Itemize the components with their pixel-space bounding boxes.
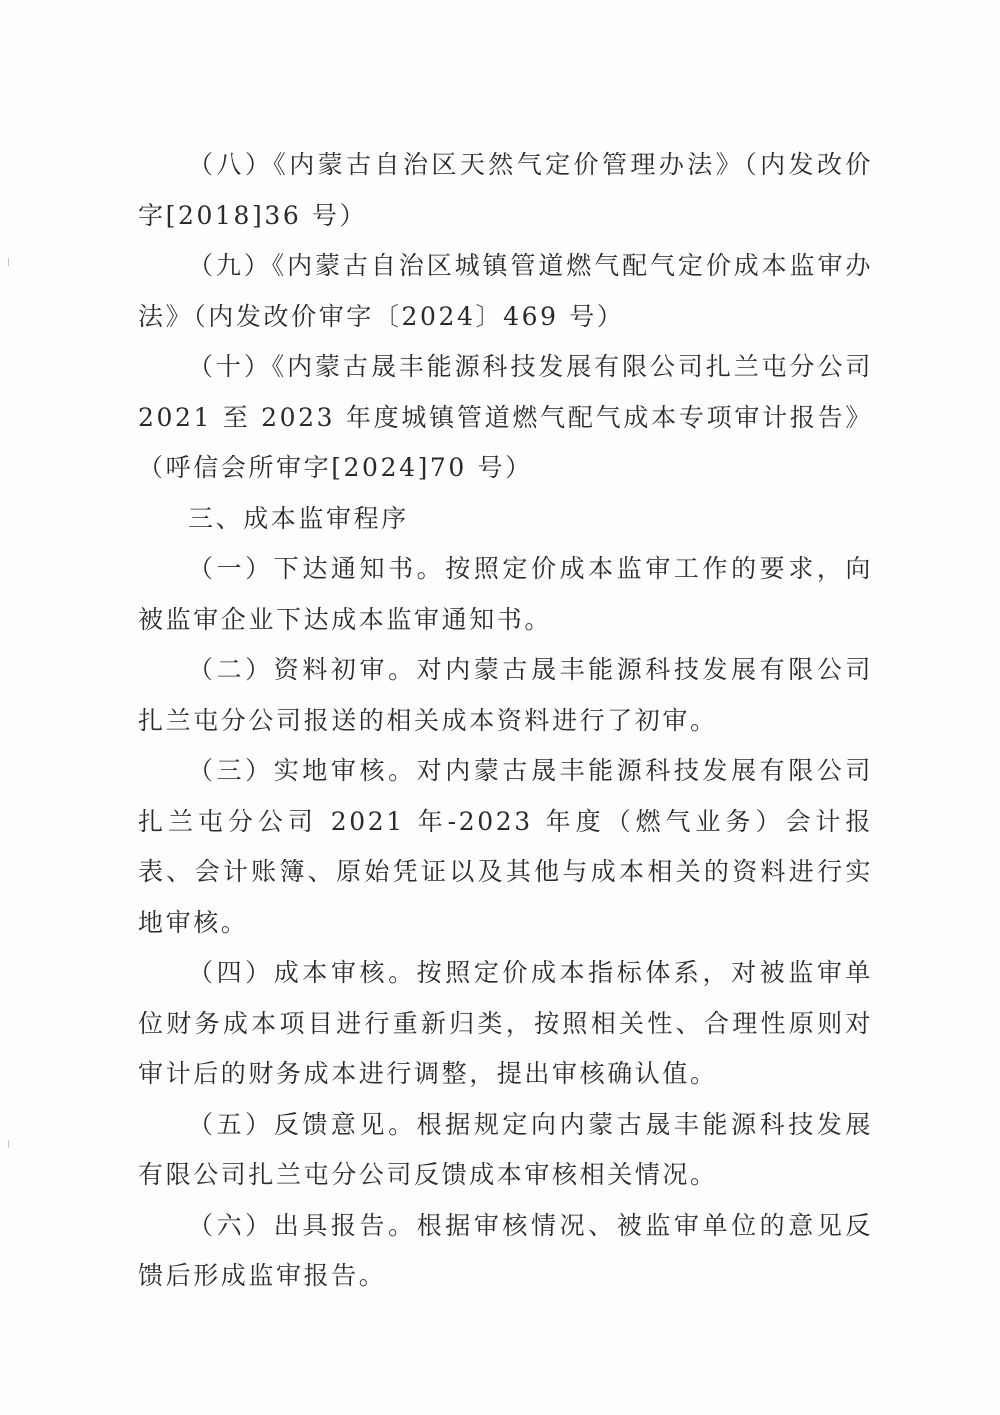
scan-margin-mark: [8, 258, 9, 266]
procedure-step-2: （二）资料初审。对内蒙古晟丰能源科技发展有限公司扎兰屯分公司报送的相关成本资料进行了初审。: [138, 655, 873, 735]
section-heading: 三、成本监审程序: [188, 503, 409, 533]
procedure-step-6: （六）出具报告。根据审核情况、被监审单位的意见反馈后形成监审报告。: [138, 1210, 873, 1290]
reference-item-9: （九）《内蒙古自治区城镇管道燃气配气定价成本监审办法》（内发改价审字〔2024〕469 号）: [138, 251, 873, 331]
reference-item-10: （十）《内蒙古晟丰能源科技发展有限公司扎兰屯分公司 2021 至 2023 年度城镇管道燃气配气成本专项审计报告》（呼信会所审字[2024]70 号）: [138, 352, 873, 482]
reference-item-8: （八）《内蒙古自治区天然气定价管理办法》（内发改价字[2018]36 号）: [138, 150, 873, 230]
procedure-step-5: （五）反馈意见。根据规定向内蒙古晟丰能源科技发展有限公司扎兰屯分公司反馈成本审核相关情况。: [138, 1109, 873, 1189]
document-body: [138, 140, 873, 1302]
scan-margin-mark: [8, 1140, 9, 1148]
procedure-step-4: （四）成本审核。按照定价成本指标体系，对被监审单位财务成本项目进行重新归类，按照相关性、合理性原则对审计后的财务成本进行调整，提出审核确认值。: [138, 958, 873, 1088]
procedure-step-1: （一）下达通知书。按照定价成本监审工作的要求，向被监审企业下达成本监审通知书。: [138, 554, 873, 634]
procedure-step-3: （三）实地审核。对内蒙古晟丰能源科技发展有限公司扎兰屯分公司 2021 年-2023 年度（燃气业务）会计报表、会计账簿、原始凭证以及其他与成本相关的资料进行实地审核。: [138, 756, 873, 937]
